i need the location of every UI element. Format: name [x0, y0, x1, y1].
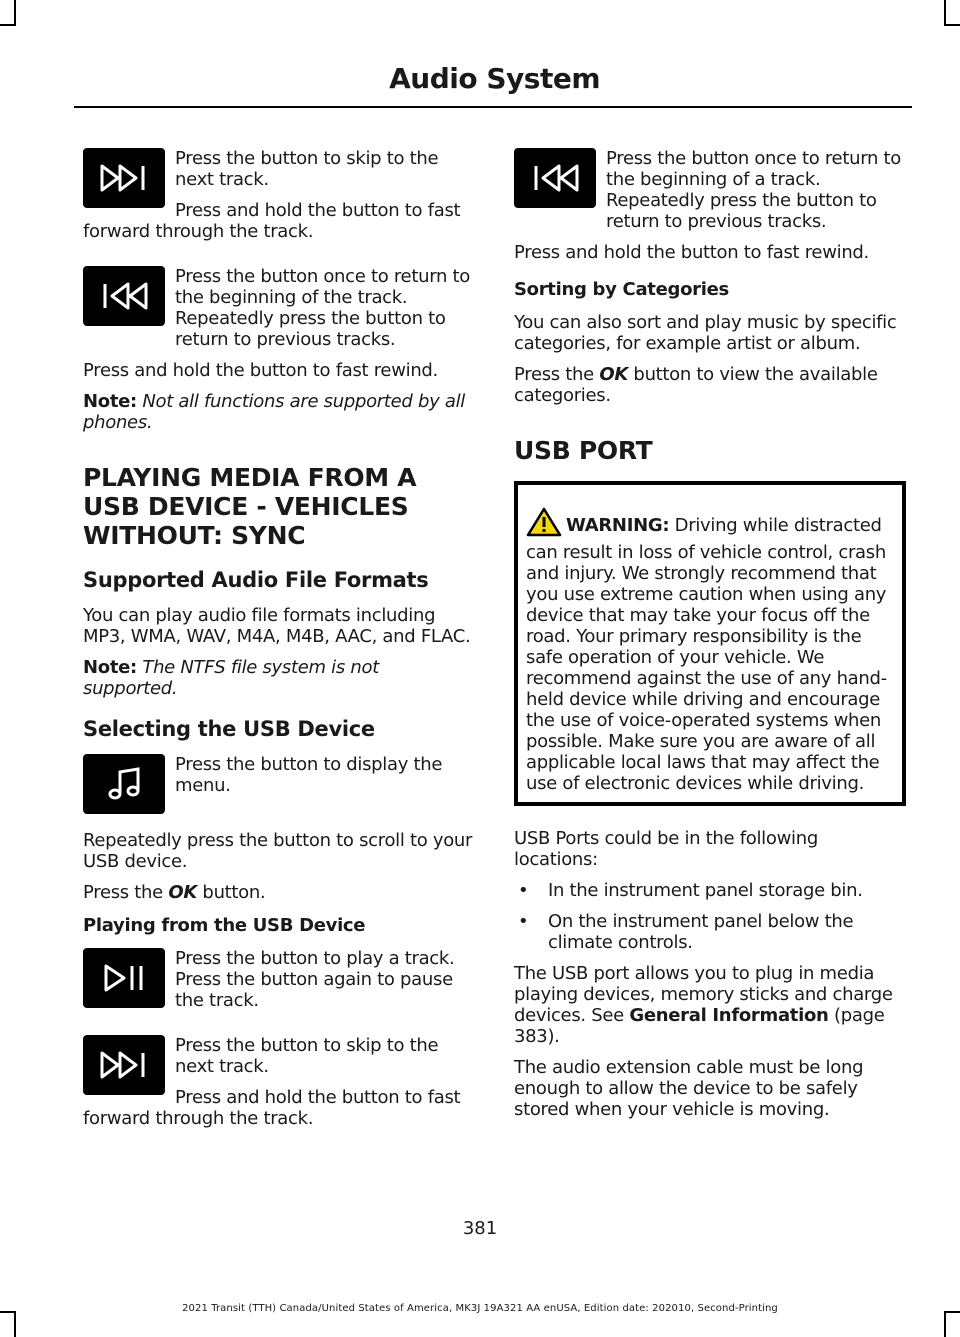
skip-next-icon — [83, 1035, 165, 1095]
play-text: Press the button to play a track. Press the button again to pause the track. — [175, 948, 455, 1011]
scroll-text: Repeatedly press the button to scroll to your USB device. — [83, 830, 473, 872]
list-item: • In the instrument panel storage bin. — [514, 880, 906, 901]
fast-rewind-text-right: Press and hold the button to fast rewind. — [514, 242, 869, 263]
menu-text: Press the button to display the menu. — [175, 754, 443, 796]
skip-previous-icon — [83, 266, 165, 326]
crop-mark — [944, 1311, 946, 1337]
skip-previous-text-right: Press the button once to return to the beginning of a track. Repeatedly press the button to return to previous tracks. — [606, 148, 901, 232]
music-note-icon — [83, 754, 165, 814]
page-number: 381 — [462, 1218, 498, 1239]
categories-text: Press the OK button to view the available categories. — [514, 364, 878, 406]
formats-text: You can play audio file formats including MP3, WMA, WAV, M4A, M4B, AAC, and FLAC. — [83, 605, 471, 647]
warning-box — [514, 481, 906, 806]
left-column — [83, 148, 475, 1149]
locations-list — [514, 880, 906, 953]
selecting-heading: Selecting the USB Device — [83, 717, 375, 741]
fast-forward-text: Press and hold the button to fast forward through the track. — [83, 200, 461, 242]
menu-block — [83, 754, 475, 820]
play-block — [83, 948, 475, 1021]
skip-previous-block — [83, 266, 475, 381]
warning-label: WARNING: — [566, 515, 670, 536]
crop-mark — [944, 0, 946, 26]
fast-rewind-text: Press and hold the button to fast rewind. — [83, 360, 438, 381]
skip-next-text: Press the button to skip to the next track. — [175, 148, 439, 190]
sorting-heading: Sorting by Categories — [514, 279, 729, 300]
section-title-usb-media: PLAYING MEDIA FROM A USB DEVICE - VEHICLES WITHOUT: SYNC — [83, 463, 417, 550]
general-information-link[interactable]: General Information — [629, 1005, 829, 1026]
list-item: • On the instrument panel below the climate controls. — [514, 911, 906, 953]
page-header-title: Audio System — [389, 62, 600, 95]
port-text: The USB port allows you to plug in media playing devices, memory sticks and charge devices. See General Information (page 383). — [514, 963, 893, 1047]
skip-next-icon — [83, 148, 165, 208]
skip-previous-text: Press the button once to return to the beginning of the track. Repeatedly press the button to return to previous tracks. — [175, 266, 470, 350]
note-ntfs: Note: The NTFS file system is not supported. — [83, 657, 379, 699]
crop-mark — [14, 0, 16, 26]
skip-next-block-2 — [83, 1035, 475, 1139]
skip-next-text-2: Press the button to skip to the next track. — [175, 1035, 439, 1077]
right-column — [514, 148, 906, 1130]
footer-edition: 2021 Transit (TTH) Canada/United States of America, MK3J 19A321 AA enUSA, Edition date: 202010, Second-Printing — [182, 1303, 778, 1314]
skip-previous-icon — [514, 148, 596, 208]
playing-heading: Playing from the USB Device — [83, 915, 366, 936]
section-title-usb-port: USB PORT — [514, 436, 653, 465]
ok-text: Press the OK button. — [83, 882, 266, 903]
formats-heading: Supported Audio File Formats — [83, 568, 429, 592]
cable-text: The audio extension cable must be long enough to allow the device to be safely stored when your vehicle is moving. — [514, 1057, 864, 1120]
locations-intro: USB Ports could be in the following locations: — [514, 828, 818, 870]
crop-mark — [0, 24, 16, 26]
warning-text: Driving while distracted can result in loss of vehicle control, crash and injury. We strongly recommend that you use extreme caution when using any device that may take your focus off the road. Your primary responsibility is the safe operation of your vehicle. We recommend against the use of any hand-held device while driving and encourage the use of voice-operated systems when possible. Make sure you are aware of all applicable local laws that may affect the use of electronic devices while driving. — [526, 515, 887, 794]
crop-mark — [944, 24, 960, 26]
crop-mark — [14, 1311, 16, 1337]
sorting-text: You can also sort and play music by specific categories, for example artist or album. — [514, 312, 897, 354]
skip-previous-block-right — [514, 148, 906, 263]
warning-triangle-icon — [526, 507, 562, 542]
note-phones: Note: Not all functions are supported by all phones. — [83, 391, 466, 433]
header-rule — [74, 106, 912, 108]
fast-forward-text-2: Press and hold the button to fast forward through the track. — [83, 1087, 461, 1129]
play-pause-icon — [83, 948, 165, 1008]
skip-next-block — [83, 148, 475, 252]
